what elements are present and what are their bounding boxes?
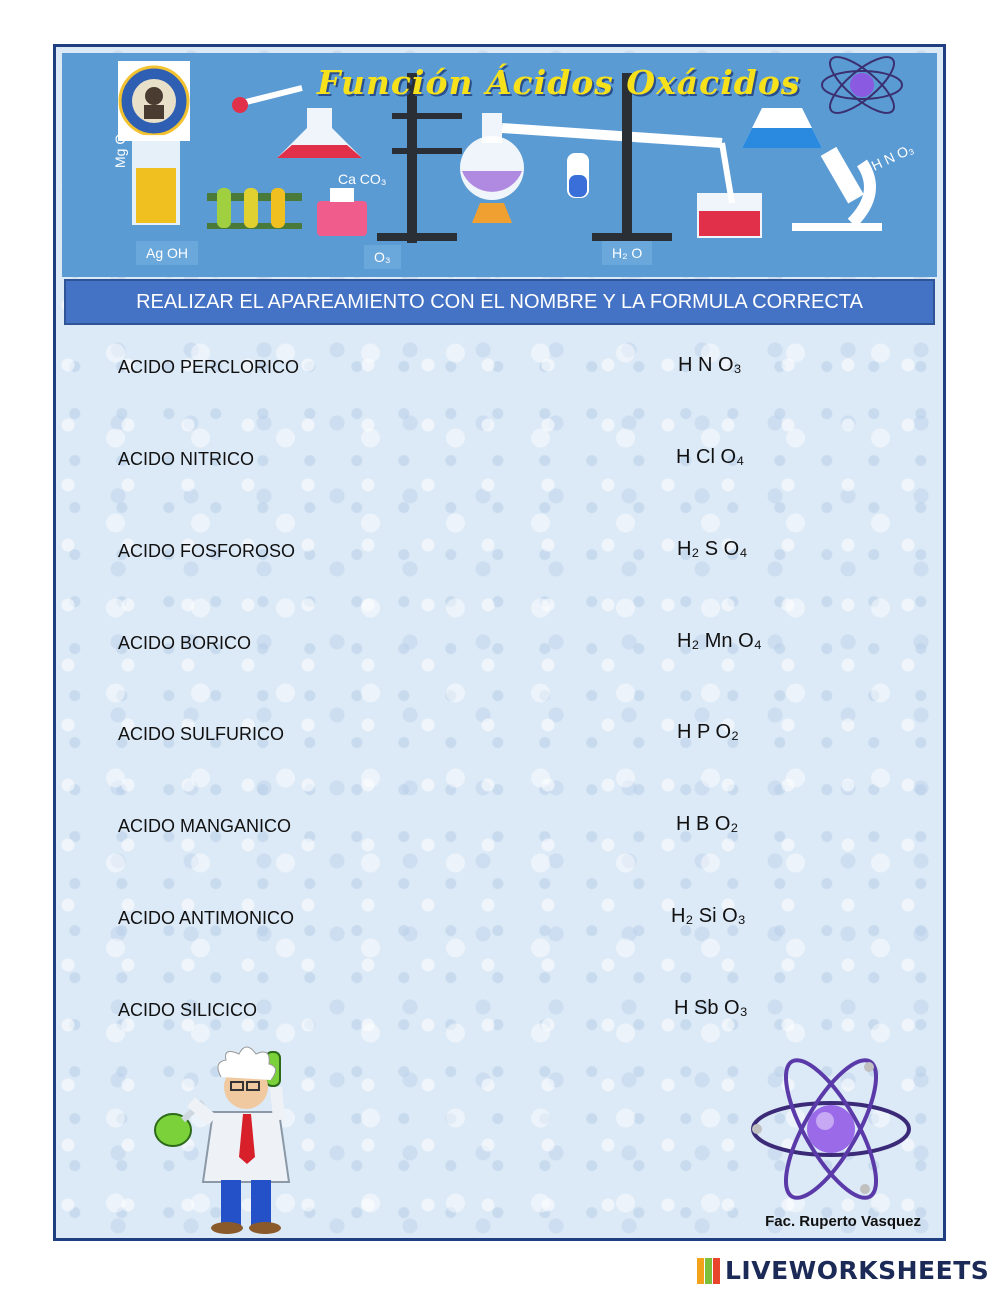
formula: H Sb O₃: [674, 997, 748, 1019]
formula: H Cl O₄: [676, 446, 745, 468]
formula: H₂ Si O₃: [671, 905, 746, 927]
acid-name: ACIDO NITRICO: [118, 449, 255, 469]
instruction-bar: REALIZAR EL APAREAMIENTO CON EL NOMBRE Y LA FORMULA CORRECTA: [64, 279, 935, 325]
acid-name: ACIDO MANGANICO: [118, 816, 292, 836]
author-signature: Fac. Ruperto Vasquez: [765, 1213, 921, 1230]
school-badge: [118, 61, 190, 141]
atom-icon-banner: [822, 53, 902, 121]
formula: H₂ Mn O₄: [677, 630, 762, 652]
formula: H P O₂: [677, 721, 739, 743]
footer-brand[interactable]: LIVEWORKSHEETS: [725, 1256, 990, 1285]
label-hno3: H N O₃: [868, 140, 916, 174]
acid-name: ACIDO SILICICO: [118, 1000, 258, 1020]
label-mgo: Mg O: [112, 133, 128, 168]
label-agoh: Ag OH: [136, 241, 198, 265]
atom-icon: [749, 1047, 914, 1212]
header-banner: [62, 53, 937, 277]
label-caco3: Ca CO₃: [338, 171, 387, 187]
formula: H N O₃: [678, 354, 742, 376]
formula: H B O₂: [676, 813, 739, 835]
acid-name: ACIDO SULFURICO: [118, 724, 285, 744]
acid-name: ACIDO PERCLORICO: [118, 357, 300, 377]
acid-name: ACIDO ANTIMONICO: [118, 908, 295, 928]
liveworksheets-logo-icon: [697, 1258, 721, 1284]
banner-title: Función Ácidos Oxácidos: [317, 63, 801, 102]
scientist-illustration: [151, 1032, 326, 1242]
acid-name: ACIDO FOSFOROSO: [118, 541, 296, 561]
worksheet-frame: [53, 44, 946, 1241]
label-o3: O₃: [364, 245, 401, 269]
label-h2o: H₂ O: [602, 241, 652, 265]
acid-name: ACIDO BORICO: [118, 633, 252, 653]
formula: H₂ S O₄: [677, 538, 748, 560]
